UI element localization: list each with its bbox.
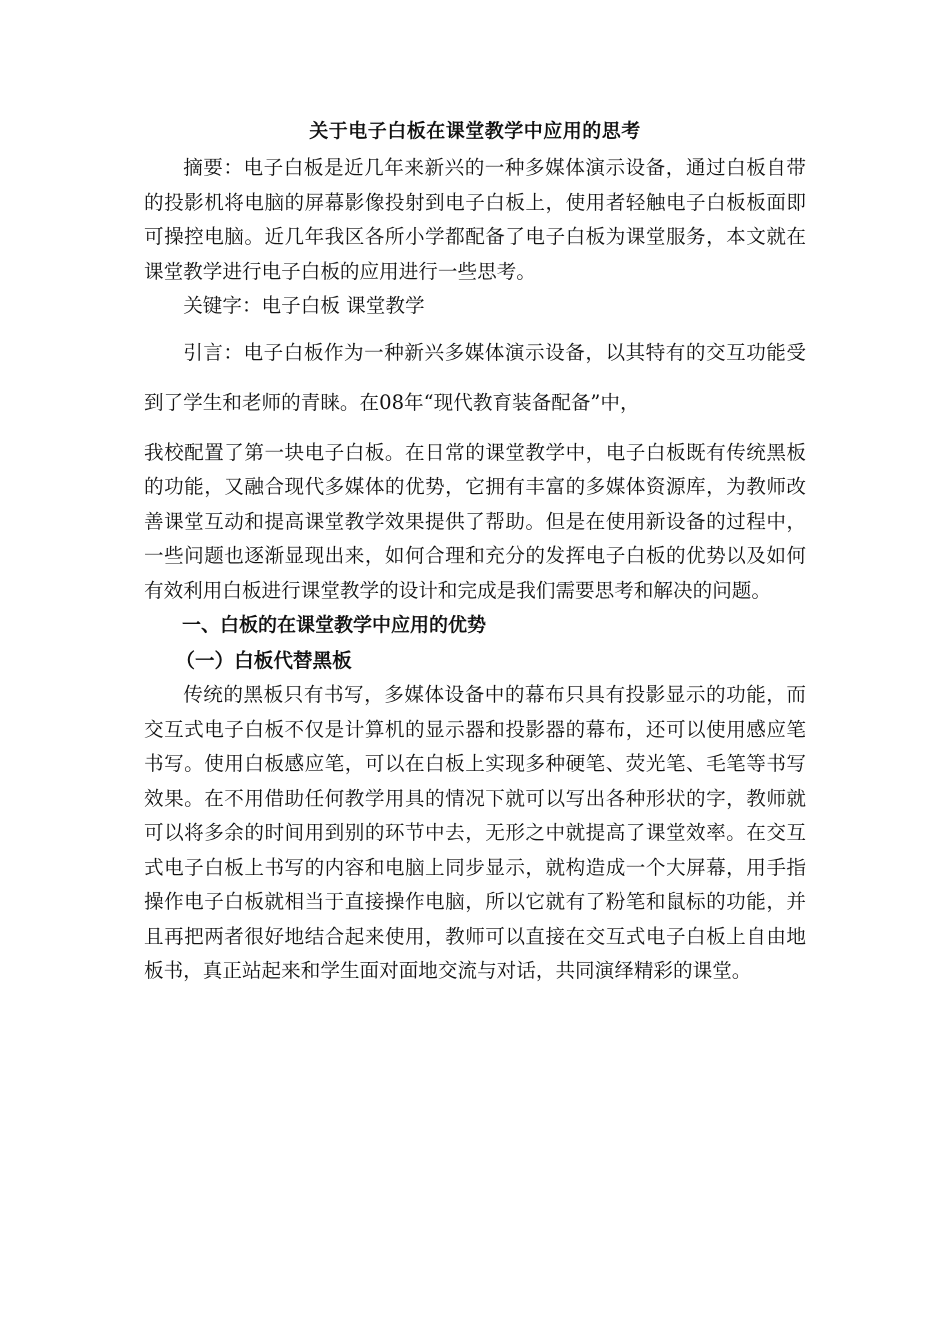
subsection-body-paragraph: 传统的黑板只有书写，多媒体设备中的幕布只具有投影显示的功能，而交互式电子白板不仅是计算机的显示器和投影器的幕布，还可以使用感应笔书写。使用白板感应笔，可以在白板上实现多种硬笔、荧光笔、毛笔等书写效果。在不用借助任何教学用具的情况下就可以写出各种形状的字，教师就可以将多余的时间用到别的环节中去，无形之中就提高了课堂效率。在交互式电子白板上书写的内容和电脑上同步显示，就构造成一个大屏幕，用手指操作电子白板就相当于直接操作电脑，所以它就有了粉笔和鼠标的功能，并且再把两者很好地结合起来使用，教师可以直接在交互式电子白板上自由地板书，真正站起来和学生面对面地交流与对话，共同演绎精彩的课堂。 bbox=[144, 683, 806, 982]
intro-paragraph-part1: 引言：电子白板作为一种新兴多媒体演示设备，以其特有的交互功能受到了学生和老师的青睐。在08年“现代教育装备配备”中， bbox=[144, 340, 806, 414]
intro-paragraph-part2: 我校配置了第一块电子白板。在日常的课堂教学中，电子白板既有传统黑板的功能，又融合现代多媒体的优势，它拥有丰富的多媒体资源库，为教师改善课堂互动和提高课堂教学效果提供了帮助。但是在使用新设备的过程中，一些问题也逐渐显现出来，如何合理和充分的发挥电子白板的优势以及如何有效利用白板进行课堂教学的设计和完成是我们需要思考和解决的问题。 bbox=[144, 440, 806, 602]
document-title: 关于电子白板在课堂教学中应用的思考 bbox=[309, 120, 641, 142]
subsection-heading-replace-blackboard: （一）白板代替黑板 bbox=[175, 649, 352, 672]
keywords-line: 关键字：电子白板 课堂教学 bbox=[183, 294, 425, 317]
document-body bbox=[144, 118, 806, 989]
section-heading-advantages: 一、白板的在课堂教学中应用的优势 bbox=[182, 614, 487, 636]
abstract-paragraph: 摘要：电子白板是近几年来新兴的一种多媒体演示设备，通过白板自带的投影机将电脑的屏幕影像投射到电子白板上，使用者轻触电子白板板面即可操控电脑。近几年我区各所小学都配备了电子白板为课堂服务，本文就在课堂教学进行电子白板的应用进行一些思考。 bbox=[144, 156, 806, 283]
